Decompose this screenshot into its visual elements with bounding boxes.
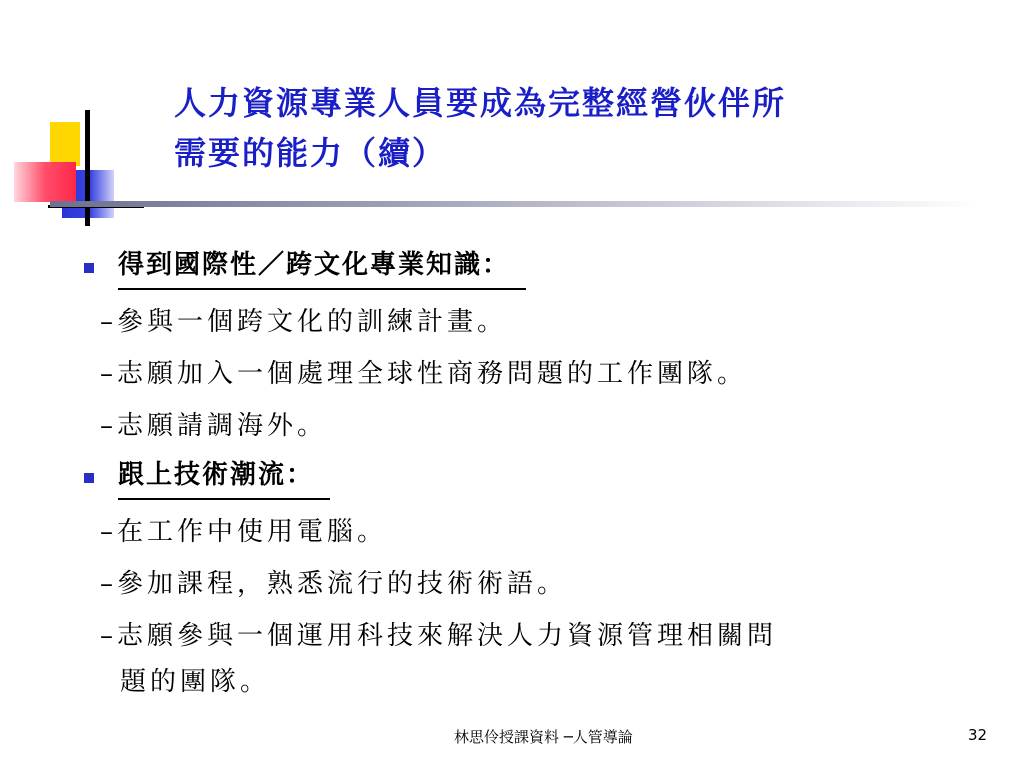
list-item [78,613,1008,705]
logo-red-square [14,162,76,202]
slide-footer [0,722,1024,750]
list-item-line-1: –志願參與一個運用科技來解決人力資源管理相關問 [100,621,778,651]
slide-title-line-1: 人力資源專業人員要成為完整經營伙伴所 [174,84,787,122]
slide-content [78,242,1008,705]
list-item: –在工作中使用電腦。 [100,517,388,547]
section-heading-text: 得到國際性／跨文化專業知識： [118,242,526,290]
list-item: –志願加入一個處理全球性商務問題的工作團隊。 [100,359,748,389]
logo-yellow-square [50,122,80,166]
section-heading [78,452,1008,506]
list-item: –參加課程，熟悉流行的技術術語。 [100,569,568,599]
list-item: –志願請調海外。 [100,411,328,441]
square-bullet-icon [84,473,94,483]
list-item: –參與一個跨文化的訓練計畫。 [100,307,508,337]
section-heading [78,242,1008,296]
section-heading-text: 跟上技術潮流： [118,452,330,500]
page-number: 32 [968,726,988,744]
title-divider [50,201,980,207]
footer-text: 林思伶授課資料 ─人管導論 [454,728,633,746]
logo-vertical-bar [85,110,90,226]
square-bullet-icon [84,263,94,273]
slide-title [174,78,1004,178]
slide-title-line-2: 需要的能力（續） [174,134,447,172]
list-item-line-2: 題的團隊。 [120,667,271,697]
